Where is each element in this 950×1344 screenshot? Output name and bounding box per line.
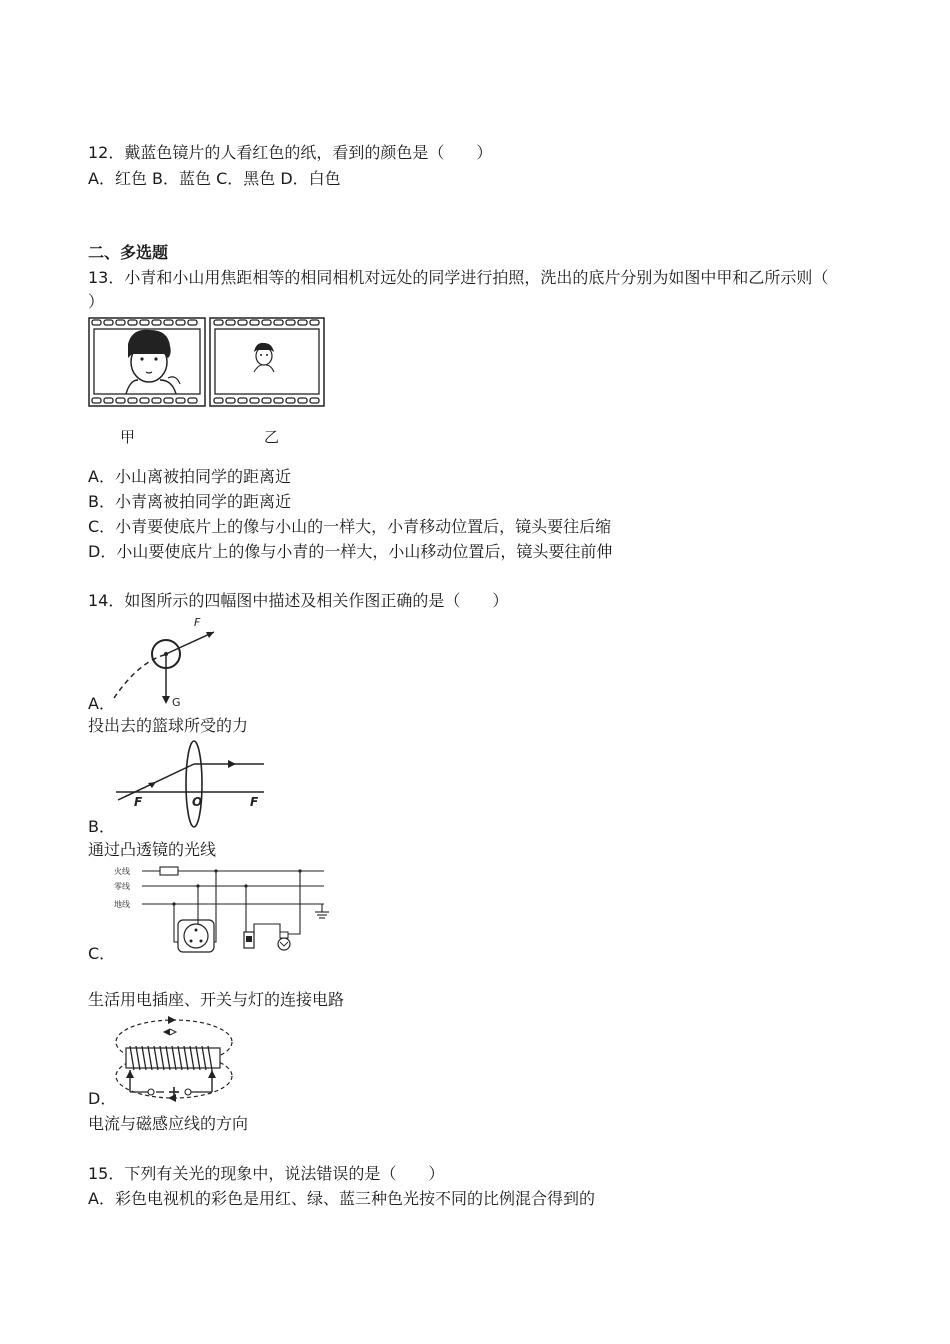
q14-a-letter: A．: [88, 694, 115, 713]
q12-stem: 12．戴蓝色镜片的人看红色的纸，看到的颜色是（ ）: [88, 143, 493, 162]
q14-c-caption: 生活用电插座、开关与灯的连接电路: [88, 990, 345, 1009]
q14-b-caption: 通过凸透镜的光线: [88, 840, 217, 859]
solenoid-field-diagram: [112, 1014, 236, 1106]
q14-a-caption: 投出去的篮球所受的力: [88, 716, 249, 735]
film-label-yi: 乙: [264, 428, 280, 446]
force-g-label: G: [172, 696, 181, 709]
film-label-jia: 甲: [120, 428, 136, 446]
q14-b-letter: B．: [88, 817, 115, 836]
basketball-force-diagram: [110, 614, 230, 710]
q14-c-letter: C．: [88, 944, 116, 963]
q12-options: A．红色 B．蓝色 C．黑色 D．白色: [88, 169, 341, 188]
section-title: 二、多选题: [88, 243, 169, 262]
force-f-label: F: [194, 616, 201, 629]
focus-left-label: F: [134, 795, 143, 809]
film-strip-yi: [210, 318, 324, 406]
q15-stem: 15．下列有关光的现象中，说法错误的是（ ）: [88, 1164, 445, 1183]
optical-center-label: O: [192, 795, 203, 809]
q13-option-b: B．小青离被拍同学的距离近: [88, 492, 291, 511]
neutral-wire-label: 零线: [114, 882, 130, 891]
q13-stem: 13．小青和小山用焦距相等的相同相机对远处的同学进行拍照，洗出的底片分别为如图中甲和乙所示则（: [88, 268, 829, 287]
q15-option-a: A．彩色电视机的彩色是用红、绿、蓝三种色光按不同的比例混合得到的: [88, 1189, 595, 1208]
q13-option-c: C．小青要使底片上的像与小山的一样大，小青移动位置后，镜头要往后缩: [88, 517, 612, 536]
focus-right-label: F: [250, 795, 259, 809]
household-circuit-diagram: [112, 860, 334, 962]
q14-d-caption: 电流与磁感应线的方向: [88, 1114, 249, 1133]
q14-stem: 14．如图所示的四幅图中描述及相关作图正确的是（ ）: [88, 591, 509, 610]
q13-stem-cont: ）: [88, 292, 105, 311]
film-strip-jia: [89, 318, 205, 406]
q13-option-d: D．小山要使底片上的像与小青的一样大，小山移动位置后，镜头要往前伸: [88, 542, 613, 561]
q14-d-letter: D．: [88, 1089, 117, 1108]
film-negatives-figure: [88, 314, 326, 414]
ground-wire-label: 地线: [114, 900, 130, 909]
convex-lens-diagram: [112, 738, 272, 830]
live-wire-label: 火线: [114, 867, 130, 876]
q13-option-a: A．小山离被拍同学的距离近: [88, 467, 291, 486]
